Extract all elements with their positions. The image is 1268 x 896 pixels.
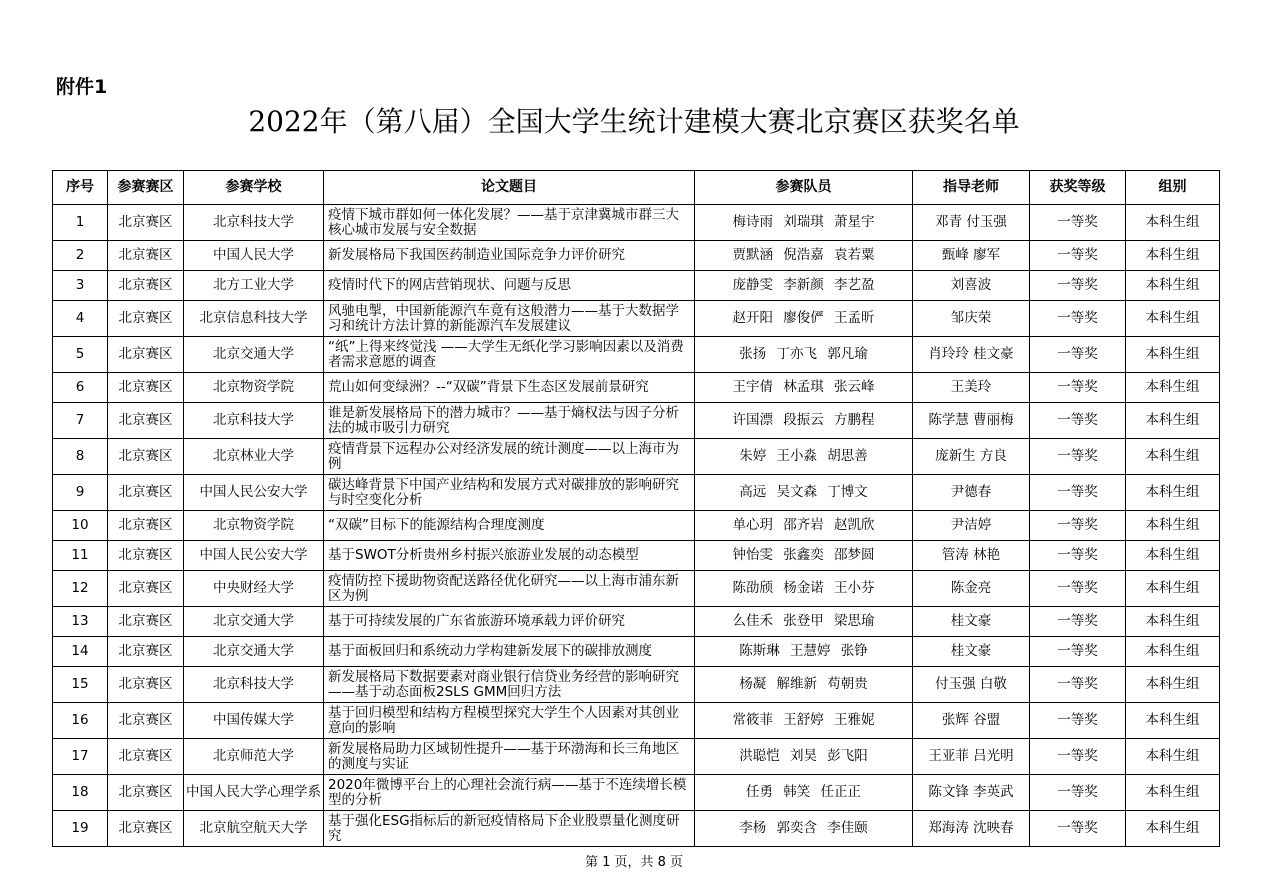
advisor-cell: 付玉强 白敬 xyxy=(913,667,1030,703)
school-cell: 北京师范大学 xyxy=(184,739,324,775)
award-level-cell: 一等奖 xyxy=(1030,205,1126,241)
group-cell: 本科生组 xyxy=(1126,403,1220,439)
school-cell: 中国人民大学心理学系 xyxy=(184,775,324,811)
team-members-cell: 贾默涵 倪浩嘉 袁若粟 xyxy=(695,241,913,271)
row-number: 8 xyxy=(53,439,108,475)
region-cell: 北京赛区 xyxy=(108,703,184,739)
school-cell: 北京科技大学 xyxy=(184,667,324,703)
award-level-cell: 一等奖 xyxy=(1030,439,1126,475)
row-number: 3 xyxy=(53,271,108,301)
award-level-cell: 一等奖 xyxy=(1030,667,1126,703)
region-cell: 北京赛区 xyxy=(108,511,184,541)
award-level-cell: 一等奖 xyxy=(1030,607,1126,637)
region-cell: 北京赛区 xyxy=(108,541,184,571)
group-cell: 本科生组 xyxy=(1126,205,1220,241)
school-cell: 北京科技大学 xyxy=(184,403,324,439)
row-number: 1 xyxy=(53,205,108,241)
group-cell: 本科生组 xyxy=(1126,511,1220,541)
team-members-cell: 杨凝 解维新 苟朝贵 xyxy=(695,667,913,703)
group-cell: 本科生组 xyxy=(1126,571,1220,607)
group-cell: 本科生组 xyxy=(1126,373,1220,403)
paper-title-cell: 谁是新发展格局下的潜力城市？——基于熵权法与因子分析法的城市吸引力研究 xyxy=(324,403,695,439)
paper-title-cell: 疫情背景下远程办公对经济发展的统计测度——以上海市为例 xyxy=(324,439,695,475)
table-row xyxy=(53,775,1220,811)
school-cell: 北京交通大学 xyxy=(184,607,324,637)
team-members-cell: 钟怡雯 张鑫奕 邵梦圆 xyxy=(695,541,913,571)
row-number: 12 xyxy=(53,571,108,607)
region-cell: 北京赛区 xyxy=(108,775,184,811)
advisor-cell: 陈文锋 李英武 xyxy=(913,775,1030,811)
group-cell: 本科生组 xyxy=(1126,607,1220,637)
school-cell: 中国人民公安大学 xyxy=(184,541,324,571)
row-number: 4 xyxy=(53,301,108,337)
row-number: 7 xyxy=(53,403,108,439)
column-header: 参赛赛区 xyxy=(108,171,184,205)
paper-title-cell: 基于面板回归和系统动力学构建新发展下的碳排放测度 xyxy=(324,637,695,667)
team-members-cell: 高远 吴文森 丁博文 xyxy=(695,475,913,511)
team-members-cell: 陈劭颀 杨金诺 王小芬 xyxy=(695,571,913,607)
table-row xyxy=(53,475,1220,511)
advisor-cell: 郑海涛 沈映春 xyxy=(913,811,1030,847)
team-members-cell: 庞静雯 李新颜 李艺盈 xyxy=(695,271,913,301)
advisor-cell: 王美玲 xyxy=(913,373,1030,403)
school-cell: 北京科技大学 xyxy=(184,205,324,241)
advisor-cell: 肖玲玲 桂文豪 xyxy=(913,337,1030,373)
table-row xyxy=(53,241,1220,271)
group-cell: 本科生组 xyxy=(1126,703,1220,739)
team-members-cell: 常筱菲 王舒婷 王雅妮 xyxy=(695,703,913,739)
region-cell: 北京赛区 xyxy=(108,811,184,847)
table-row xyxy=(53,301,1220,337)
region-cell: 北京赛区 xyxy=(108,637,184,667)
group-cell: 本科生组 xyxy=(1126,241,1220,271)
team-members-cell: 许国漂 段振云 方鹏程 xyxy=(695,403,913,439)
row-number: 17 xyxy=(53,739,108,775)
school-cell: 中国传媒大学 xyxy=(184,703,324,739)
award-level-cell: 一等奖 xyxy=(1030,337,1126,373)
school-cell: 北京林业大学 xyxy=(184,439,324,475)
advisor-cell: 尹德春 xyxy=(913,475,1030,511)
table-body xyxy=(53,205,1220,847)
paper-title-cell: 基于SWOT分析贵州乡村振兴旅游业发展的动态模型 xyxy=(324,541,695,571)
row-number: 19 xyxy=(53,811,108,847)
group-cell: 本科生组 xyxy=(1126,637,1220,667)
team-members-cell: 朱婷 王小淼 胡思善 xyxy=(695,439,913,475)
award-level-cell: 一等奖 xyxy=(1030,637,1126,667)
group-cell: 本科生组 xyxy=(1126,271,1220,301)
table-row xyxy=(53,607,1220,637)
table-row xyxy=(53,439,1220,475)
award-level-cell: 一等奖 xyxy=(1030,775,1126,811)
table-row xyxy=(53,739,1220,775)
advisor-cell: 邹庆荣 xyxy=(913,301,1030,337)
region-cell: 北京赛区 xyxy=(108,667,184,703)
award-level-cell: 一等奖 xyxy=(1030,703,1126,739)
paper-title-cell: 风驰电掣，中国新能源汽车竟有这般潜力——基于大数据学习和统计方法计算的新能源汽车发展建议 xyxy=(324,301,695,337)
table-row xyxy=(53,271,1220,301)
row-number: 6 xyxy=(53,373,108,403)
advisor-cell: 桂文豪 xyxy=(913,607,1030,637)
advisor-cell: 管涛 林艳 xyxy=(913,541,1030,571)
award-level-cell: 一等奖 xyxy=(1030,241,1126,271)
region-cell: 北京赛区 xyxy=(108,301,184,337)
team-members-cell: 梅诗雨 刘瑞琪 萧星宇 xyxy=(695,205,913,241)
paper-title-cell: 基于强化ESG指标后的新冠疫情格局下企业股票量化测度研究 xyxy=(324,811,695,847)
award-level-cell: 一等奖 xyxy=(1030,301,1126,337)
row-number: 15 xyxy=(53,667,108,703)
school-cell: 北京信息科技大学 xyxy=(184,301,324,337)
paper-title-cell: 疫情下城市群如何一体化发展？——基于京津冀城市群三大核心城市发展与安全数据 xyxy=(324,205,695,241)
table-row xyxy=(53,703,1220,739)
row-number: 5 xyxy=(53,337,108,373)
region-cell: 北京赛区 xyxy=(108,571,184,607)
table-row xyxy=(53,541,1220,571)
table-row xyxy=(53,571,1220,607)
group-cell: 本科生组 xyxy=(1126,475,1220,511)
column-header: 参赛队员 xyxy=(695,171,913,205)
row-number: 10 xyxy=(53,511,108,541)
award-level-cell: 一等奖 xyxy=(1030,739,1126,775)
school-cell: 北京交通大学 xyxy=(184,337,324,373)
group-cell: 本科生组 xyxy=(1126,301,1220,337)
paper-title-cell: “纸”上得来终觉浅 ——大学生无纸化学习影响因素以及消费者需求意愿的调查 xyxy=(324,337,695,373)
region-cell: 北京赛区 xyxy=(108,205,184,241)
region-cell: 北京赛区 xyxy=(108,739,184,775)
column-header: 组别 xyxy=(1126,171,1220,205)
paper-title-cell: 新发展格局下我国医药制造业国际竞争力评价研究 xyxy=(324,241,695,271)
team-members-cell: 张扬 丁亦飞 郭凡瑜 xyxy=(695,337,913,373)
row-number: 16 xyxy=(53,703,108,739)
group-cell: 本科生组 xyxy=(1126,667,1220,703)
table-row xyxy=(53,811,1220,847)
row-number: 13 xyxy=(53,607,108,637)
school-cell: 中国人民公安大学 xyxy=(184,475,324,511)
group-cell: 本科生组 xyxy=(1126,811,1220,847)
row-number: 11 xyxy=(53,541,108,571)
page-footer: 第 1 页，共 8 页 xyxy=(584,855,684,870)
advisor-cell: 陈金亮 xyxy=(913,571,1030,607)
table-row xyxy=(53,637,1220,667)
paper-title-cell: 新发展格局下数据要素对商业银行信贷业务经营的影响研究——基于动态面板2SLS GMM回归方法 xyxy=(324,667,695,703)
paper-title-cell: “双碳”目标下的能源结构合理度测度 xyxy=(324,511,695,541)
row-number: 14 xyxy=(53,637,108,667)
region-cell: 北京赛区 xyxy=(108,373,184,403)
column-header: 参赛学校 xyxy=(184,171,324,205)
column-header: 获奖等级 xyxy=(1030,171,1126,205)
award-level-cell: 一等奖 xyxy=(1030,541,1126,571)
advisor-cell: 甄峰 廖军 xyxy=(913,241,1030,271)
team-members-cell: 王宇倩 林孟琪 张云峰 xyxy=(695,373,913,403)
region-cell: 北京赛区 xyxy=(108,403,184,439)
region-cell: 北京赛区 xyxy=(108,271,184,301)
school-cell: 北方工业大学 xyxy=(184,271,324,301)
page-title: 2022年（第八届）全国大学生统计建模大赛北京赛区获奖名单 xyxy=(248,105,1020,138)
paper-title-cell: 荒山如何变绿洲？--“双碳”背景下生态区发展前景研究 xyxy=(324,373,695,403)
paper-title-cell: 疫情时代下的网店营销现状、问题与反思 xyxy=(324,271,695,301)
advisor-cell: 庞新生 方良 xyxy=(913,439,1030,475)
table-row xyxy=(53,511,1220,541)
advisor-cell: 桂文豪 xyxy=(913,637,1030,667)
award-level-cell: 一等奖 xyxy=(1030,475,1126,511)
advisor-cell: 陈学慧 曹丽梅 xyxy=(913,403,1030,439)
column-header: 论文题目 xyxy=(324,171,695,205)
award-level-cell: 一等奖 xyxy=(1030,811,1126,847)
region-cell: 北京赛区 xyxy=(108,475,184,511)
team-members-cell: 洪聪恺 刘昊 彭飞阳 xyxy=(695,739,913,775)
paper-title-cell: 2020年微博平台上的心理社会流行病——基于不连续增长模型的分析 xyxy=(324,775,695,811)
region-cell: 北京赛区 xyxy=(108,241,184,271)
advisor-cell: 张辉 谷盟 xyxy=(913,703,1030,739)
award-level-cell: 一等奖 xyxy=(1030,403,1126,439)
awards-table xyxy=(52,170,1220,847)
paper-title-cell: 基于回归模型和结构方程模型探究大学生个人因素对其创业意向的影响 xyxy=(324,703,695,739)
school-cell: 中国人民大学 xyxy=(184,241,324,271)
table-row xyxy=(53,205,1220,241)
attachment-label: 附件1 xyxy=(56,76,108,98)
row-number: 9 xyxy=(53,475,108,511)
advisor-cell: 刘喜波 xyxy=(913,271,1030,301)
paper-title-cell: 疫情防控下援助物资配送路径优化研究——以上海市浦东新区为例 xyxy=(324,571,695,607)
advisor-cell: 王亚菲 吕光明 xyxy=(913,739,1030,775)
column-header: 指导老师 xyxy=(913,171,1030,205)
award-level-cell: 一等奖 xyxy=(1030,511,1126,541)
paper-title-cell: 基于可持续发展的广东省旅游环境承载力评价研究 xyxy=(324,607,695,637)
award-level-cell: 一等奖 xyxy=(1030,373,1126,403)
school-cell: 北京物资学院 xyxy=(184,511,324,541)
team-members-cell: 单心玥 邵齐岩 赵凯欣 xyxy=(695,511,913,541)
group-cell: 本科生组 xyxy=(1126,775,1220,811)
table-row xyxy=(53,667,1220,703)
team-members-cell: 李杨 郭奕含 李佳颐 xyxy=(695,811,913,847)
team-members-cell: 任勇 韩笑 任正正 xyxy=(695,775,913,811)
group-cell: 本科生组 xyxy=(1126,541,1220,571)
table-row xyxy=(53,337,1220,373)
table-row xyxy=(53,373,1220,403)
table-row xyxy=(53,403,1220,439)
advisor-cell: 邓青 付玉强 xyxy=(913,205,1030,241)
region-cell: 北京赛区 xyxy=(108,337,184,373)
team-members-cell: 赵开阳 廖俊俨 王孟昕 xyxy=(695,301,913,337)
school-cell: 北京航空航天大学 xyxy=(184,811,324,847)
paper-title-cell: 新发展格局助力区域韧性提升——基于环渤海和长三角地区的测度与实证 xyxy=(324,739,695,775)
award-level-cell: 一等奖 xyxy=(1030,571,1126,607)
group-cell: 本科生组 xyxy=(1126,739,1220,775)
advisor-cell: 尹洁婷 xyxy=(913,511,1030,541)
school-cell: 北京物资学院 xyxy=(184,373,324,403)
column-header: 序号 xyxy=(53,171,108,205)
row-number: 2 xyxy=(53,241,108,271)
group-cell: 本科生组 xyxy=(1126,439,1220,475)
team-members-cell: 么佳禾 张登甲 梁思瑜 xyxy=(695,607,913,637)
team-members-cell: 陈斯琳 王慧婷 张铮 xyxy=(695,637,913,667)
region-cell: 北京赛区 xyxy=(108,607,184,637)
award-level-cell: 一等奖 xyxy=(1030,271,1126,301)
group-cell: 本科生组 xyxy=(1126,337,1220,373)
school-cell: 北京交通大学 xyxy=(184,637,324,667)
region-cell: 北京赛区 xyxy=(108,439,184,475)
paper-title-cell: 碳达峰背景下中国产业结构和发展方式对碳排放的影响研究与时空变化分析 xyxy=(324,475,695,511)
table-header-row xyxy=(53,171,1220,205)
school-cell: 中央财经大学 xyxy=(184,571,324,607)
row-number: 18 xyxy=(53,775,108,811)
